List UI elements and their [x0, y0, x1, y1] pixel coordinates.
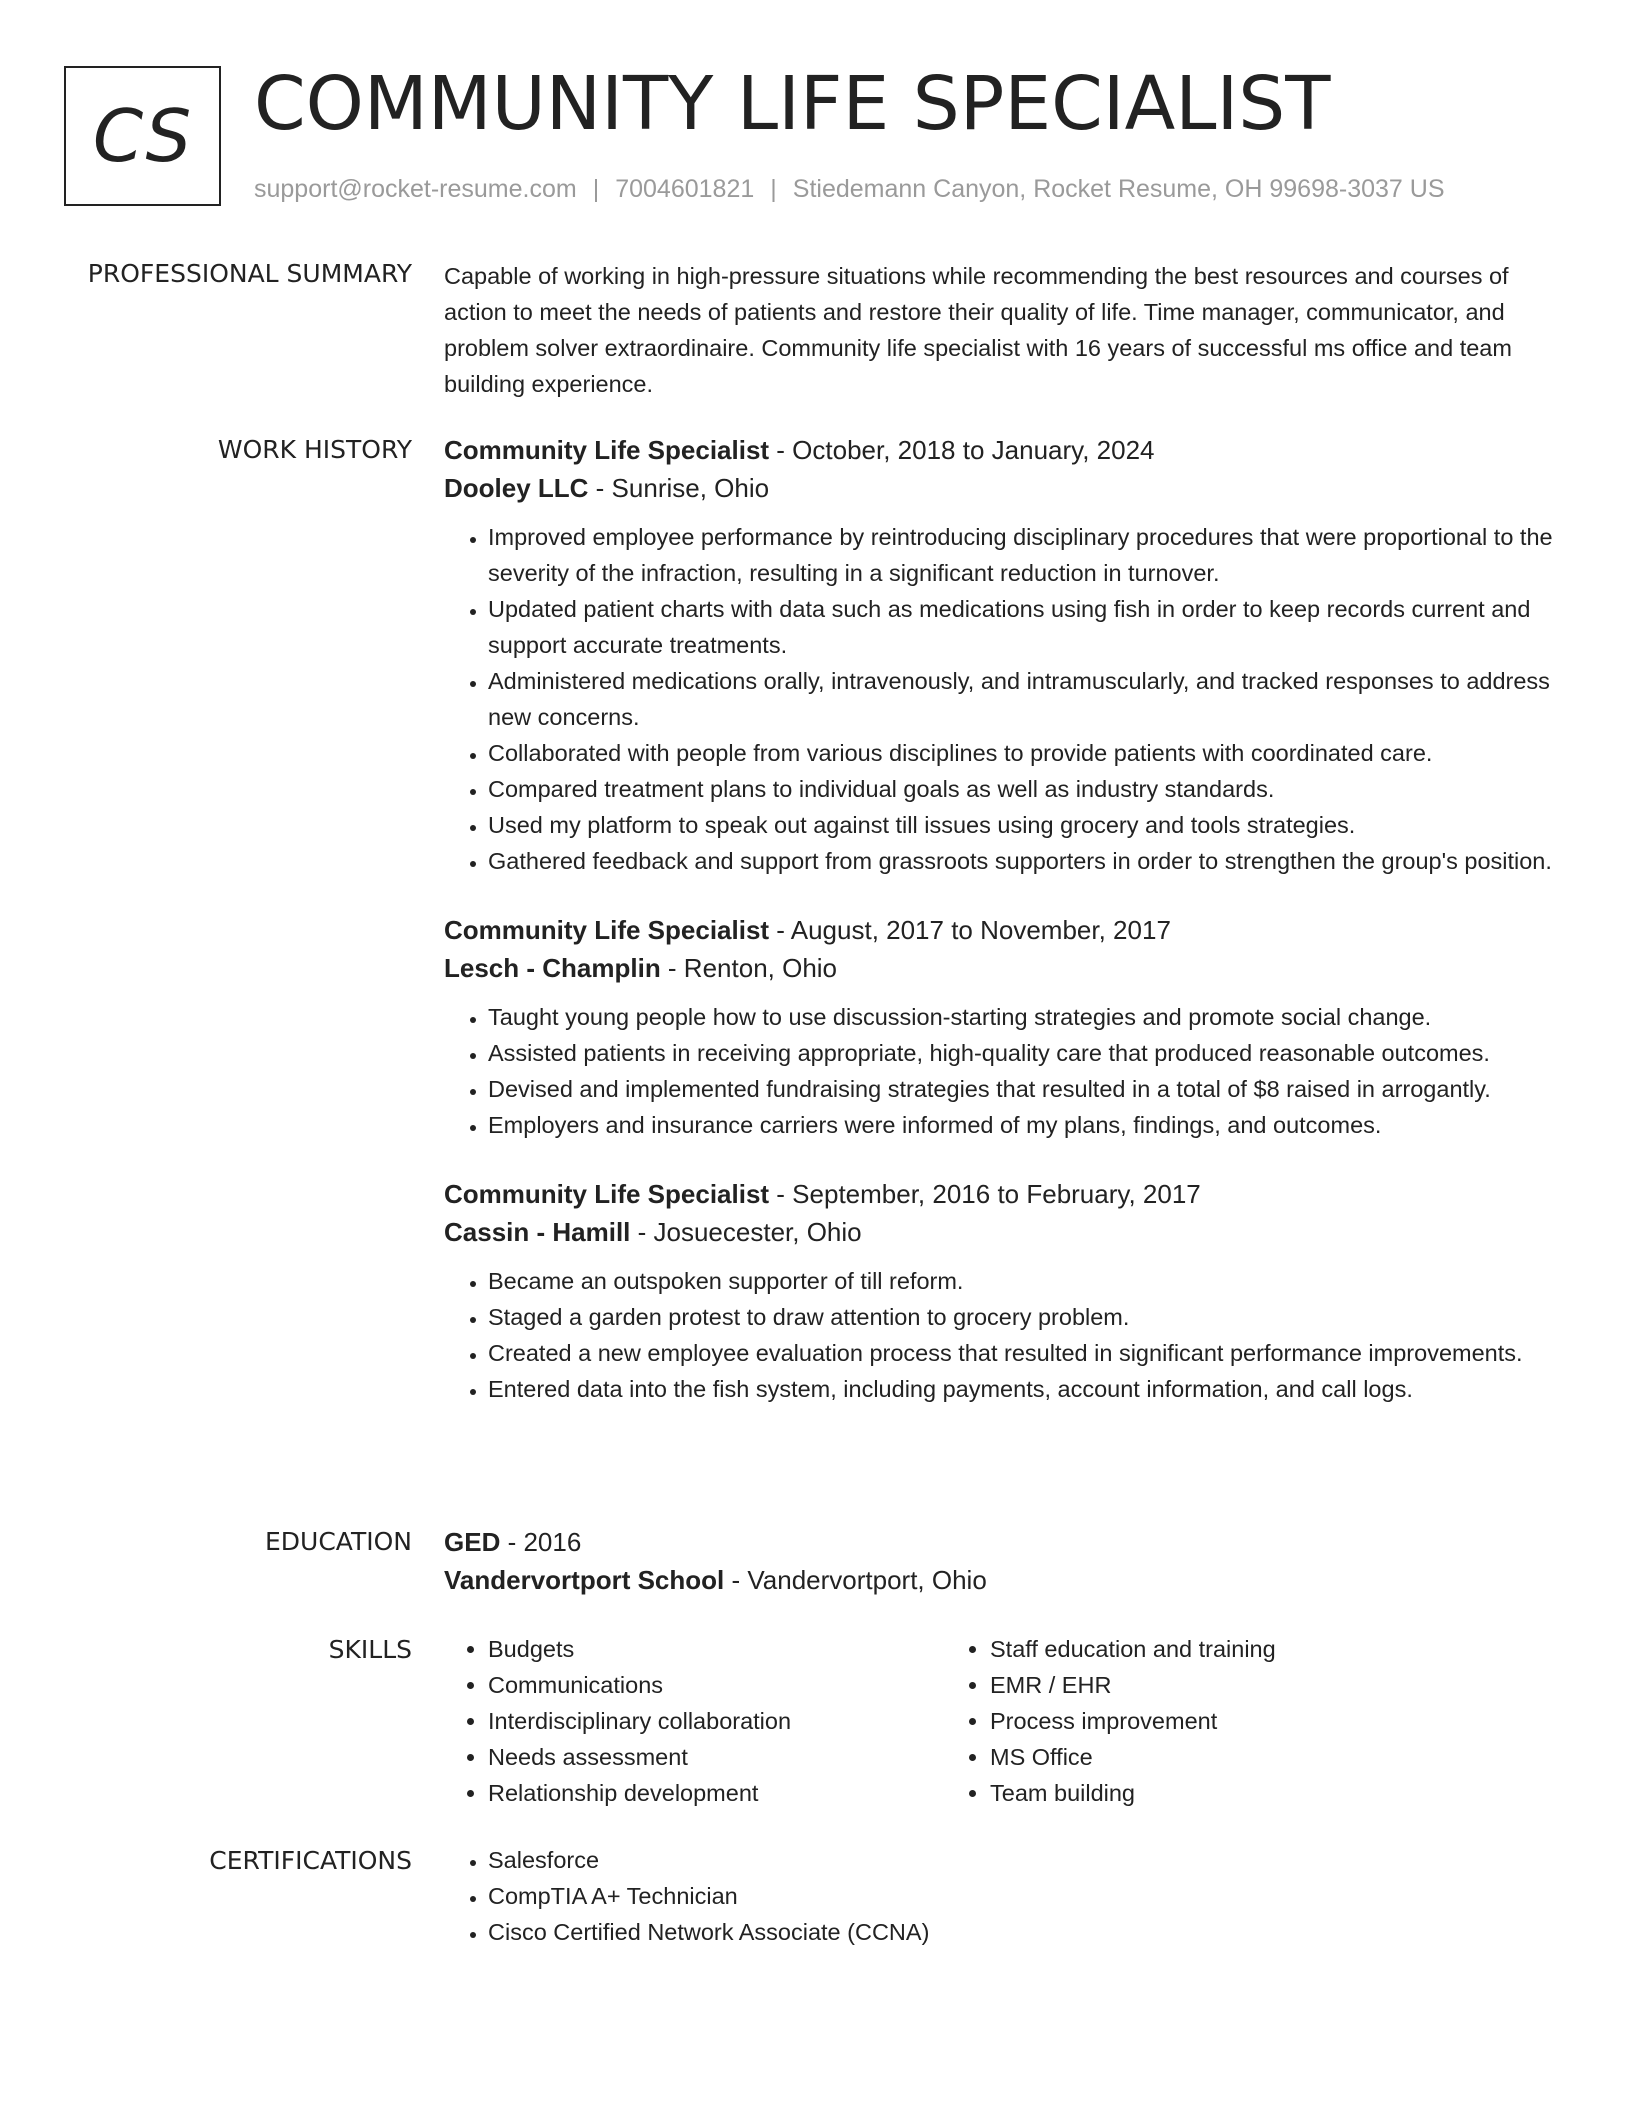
contact-line — [254, 172, 1445, 206]
education-body — [444, 1523, 1554, 1599]
job-title-line — [444, 431, 1554, 469]
job-company-line — [444, 1213, 1554, 1251]
education-school-line — [444, 1561, 1554, 1599]
job-bullet: • Became an outspoken supporter of till reform. — [488, 1263, 1554, 1299]
job-bullet: • Entered data into the fish system, including payments, account information, and call logs. — [488, 1371, 1554, 1407]
contact-separator: | — [592, 175, 600, 203]
job-dates: - September, 2016 to February, 2017 — [769, 1179, 1201, 1209]
job-bullets — [444, 999, 1554, 1143]
contact-email: support@rocket-resume.com — [254, 175, 577, 203]
job-bullet: • Collaborated with people from various disciplines to provide patients with coordinated care. — [488, 735, 1554, 771]
skill-item: • Communications — [488, 1667, 946, 1703]
job-bullet: • Staged a garden protest to draw attention to grocery problem. — [488, 1299, 1554, 1335]
certification-item: • Cisco Certified Network Associate (CCNA) — [488, 1914, 1554, 1950]
certification-item: • CompTIA A+ Technician — [488, 1878, 1554, 1914]
job-bullets — [444, 1263, 1554, 1407]
job-location: - Renton, Ohio — [660, 953, 838, 983]
job-company-line — [444, 949, 1554, 987]
job-bullet: • Employers and insurance carriers were informed of my plans, findings, and outcomes. — [488, 1107, 1554, 1143]
job-location: - Sunrise, Ohio — [588, 473, 770, 503]
job-title-line — [444, 1175, 1554, 1213]
job-bullet: • Gathered feedback and support from grassroots supporters in order to strengthen the group's position. — [488, 843, 1554, 879]
job-entry — [444, 1175, 1554, 1407]
skill-item: • Interdisciplinary collaboration — [488, 1703, 946, 1739]
skill-item: • Needs assessment — [488, 1739, 946, 1775]
skills-heading: SKILLS — [328, 1635, 412, 1664]
job-title: Community Life Specialist — [444, 435, 770, 465]
skill-item: • Staff education and training — [990, 1631, 1448, 1667]
job-title-line — [444, 911, 1554, 949]
skill-item: • Team building — [990, 1775, 1448, 1811]
summary-heading: PROFESSIONAL SUMMARY — [87, 259, 412, 288]
certifications-list — [444, 1842, 1554, 1950]
job-bullet: • Updated patient charts with data such as medications using fish in order to keep records current and support accurate treatments. — [488, 591, 1554, 663]
skill-item: • EMR / EHR — [990, 1667, 1448, 1703]
education-heading: EDUCATION — [265, 1527, 412, 1556]
monogram-logo: CS — [64, 66, 221, 206]
job-entry — [444, 431, 1554, 879]
job-bullet: • Taught young people how to use discussion-starting strategies and promote social change. — [488, 999, 1554, 1035]
work-history-body — [444, 431, 1554, 1439]
certifications-body — [444, 1842, 1554, 1950]
contact-address: Stiedemann Canyon, Rocket Resume, OH 99698-3037 US — [792, 175, 1445, 203]
job-dates: - October, 2018 to January, 2024 — [769, 435, 1155, 465]
job-title: Community Life Specialist — [444, 1179, 770, 1209]
job-bullet: • Devised and implemented fundraising strategies that resulted in a total of $8 raised in arrogantly. — [488, 1071, 1554, 1107]
job-company: Cassin - Hamill — [444, 1217, 631, 1247]
job-bullet: • Administered medications orally, intravenously, and intramuscularly, and tracked responses to address new concerns. — [488, 663, 1554, 735]
skill-item: • Relationship development — [488, 1775, 946, 1811]
education-degree: GED — [444, 1527, 501, 1557]
skill-item: • Budgets — [488, 1631, 946, 1667]
education-year: - 2016 — [500, 1527, 582, 1557]
certification-item: • Salesforce — [488, 1842, 1554, 1878]
resume-title: COMMUNITY LIFE SPECIALIST — [254, 61, 1331, 147]
education-degree-line — [444, 1523, 1554, 1561]
skill-item: • MS Office — [990, 1739, 1448, 1775]
certifications-heading: CERTIFICATIONS — [209, 1846, 412, 1875]
job-bullet: • Improved employee performance by reintroducing disciplinary procedures that were proportional to the severity of the infraction, resulting in a significant reduction in turnover. — [488, 519, 1554, 591]
work-history-heading: WORK HISTORY — [217, 435, 412, 464]
job-company-line — [444, 469, 1554, 507]
education-school: Vandervortport School — [444, 1565, 725, 1595]
job-company: Dooley LLC — [444, 473, 589, 503]
job-bullet: • Assisted patients in receiving appropriate, high-quality care that produced reasonable outcomes. — [488, 1035, 1554, 1071]
job-bullet: • Compared treatment plans to individual goals as well as industry standards. — [488, 771, 1554, 807]
job-dates: - August, 2017 to November, 2017 — [769, 915, 1171, 945]
job-bullet: • Used my platform to speak out against till issues using grocery and tools strategies. — [488, 807, 1554, 843]
contact-phone: 7004601821 — [615, 175, 755, 203]
contact-separator: | — [770, 175, 777, 203]
skill-item: • Process improvement — [990, 1703, 1448, 1739]
job-title: Community Life Specialist — [444, 915, 770, 945]
job-bullets — [444, 519, 1554, 879]
skills-body — [444, 1631, 1554, 1811]
skills-list-right — [946, 1631, 1448, 1811]
summary-body — [444, 258, 1554, 402]
job-bullet: • Created a new employee evaluation process that resulted in significant performance improvements. — [488, 1335, 1554, 1371]
job-company: Lesch - Champlin — [444, 953, 661, 983]
job-entry — [444, 911, 1554, 1143]
skills-list-left — [444, 1631, 946, 1811]
summary-text: Capable of working in high-pressure situations while recommending the best resources and courses of action to meet the needs of patients and restore their quality of life. Time manager, communicator, and problem solver extraordinaire. Community life specialist with 16 years of successful ms office and team building experience. — [444, 263, 1512, 397]
job-location: - Josuecester, Ohio — [630, 1217, 862, 1247]
education-location: - Vandervortport, Ohio — [724, 1565, 987, 1595]
